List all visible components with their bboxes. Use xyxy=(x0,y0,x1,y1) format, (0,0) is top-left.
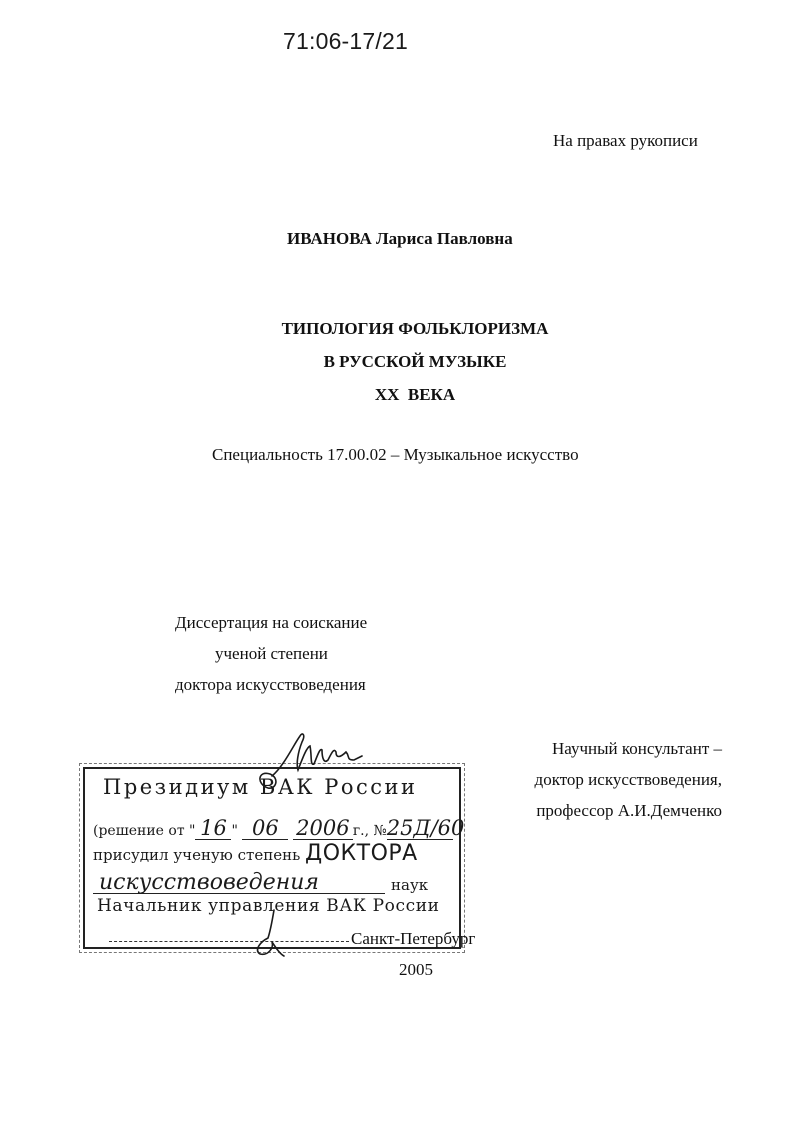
specialty: Специальность 17.00.02 – Музыкальное искусство xyxy=(212,445,579,464)
stamp-science-line xyxy=(93,870,453,895)
degree-line-3: доктора искусствоведения xyxy=(175,675,366,694)
consultant-line-2: доктор искусствоведения, xyxy=(534,770,722,789)
degree-line-1: Диссертация на соискание xyxy=(175,613,368,632)
awarded-text: присудил ученую степень xyxy=(93,846,306,864)
science-suffix: наук xyxy=(391,876,429,894)
year: 2005 xyxy=(399,960,433,979)
stamp-head-title: Начальник управления ВАК России xyxy=(97,896,440,916)
stamp-header: Президиум ВАК России xyxy=(103,775,418,799)
degree-line-2: ученой степени xyxy=(215,644,328,663)
decision-prefix: (решение от " xyxy=(93,823,196,839)
title-line-3: XX ВЕКА xyxy=(374,385,456,404)
title-line-2: В РУССКОЙ МУЗЫКЕ xyxy=(323,352,507,371)
signature-line xyxy=(109,941,349,942)
science-handwritten: искусствоведения xyxy=(99,870,319,895)
city: Санкт-Петербург xyxy=(351,929,476,948)
stamp-decision-line xyxy=(93,816,465,840)
decision-month: 06 xyxy=(242,817,288,840)
year-suffix: г., № xyxy=(352,823,387,839)
degree-statement xyxy=(175,607,367,700)
catalog-number: 71:06-17/21 xyxy=(283,28,408,54)
quote-separator: " xyxy=(231,823,238,839)
author-name: ИВАНОВА Лариса Павловна xyxy=(287,229,513,248)
title-line-1: ТИПОЛОГИЯ ФОЛЬКЛОРИЗМА xyxy=(281,319,549,338)
decision-year: 2006 xyxy=(293,817,353,840)
science-blank xyxy=(93,870,385,895)
signature-icon xyxy=(250,726,380,796)
decision-number: 25Д/60 xyxy=(386,816,465,840)
degree-level: ДОКТОРА xyxy=(305,841,418,866)
scientific-consultant xyxy=(500,733,722,826)
consultant-line-1: Научный консультант – xyxy=(552,739,722,758)
dissertation-title xyxy=(200,312,630,411)
rights-notice: На правах рукописи xyxy=(553,131,698,150)
consultant-line-3: профессор А.И.Демченко xyxy=(536,801,722,820)
decision-day: 16 xyxy=(195,817,231,840)
head-signature-icon xyxy=(250,908,290,958)
stamp-awarded-line xyxy=(93,841,418,866)
